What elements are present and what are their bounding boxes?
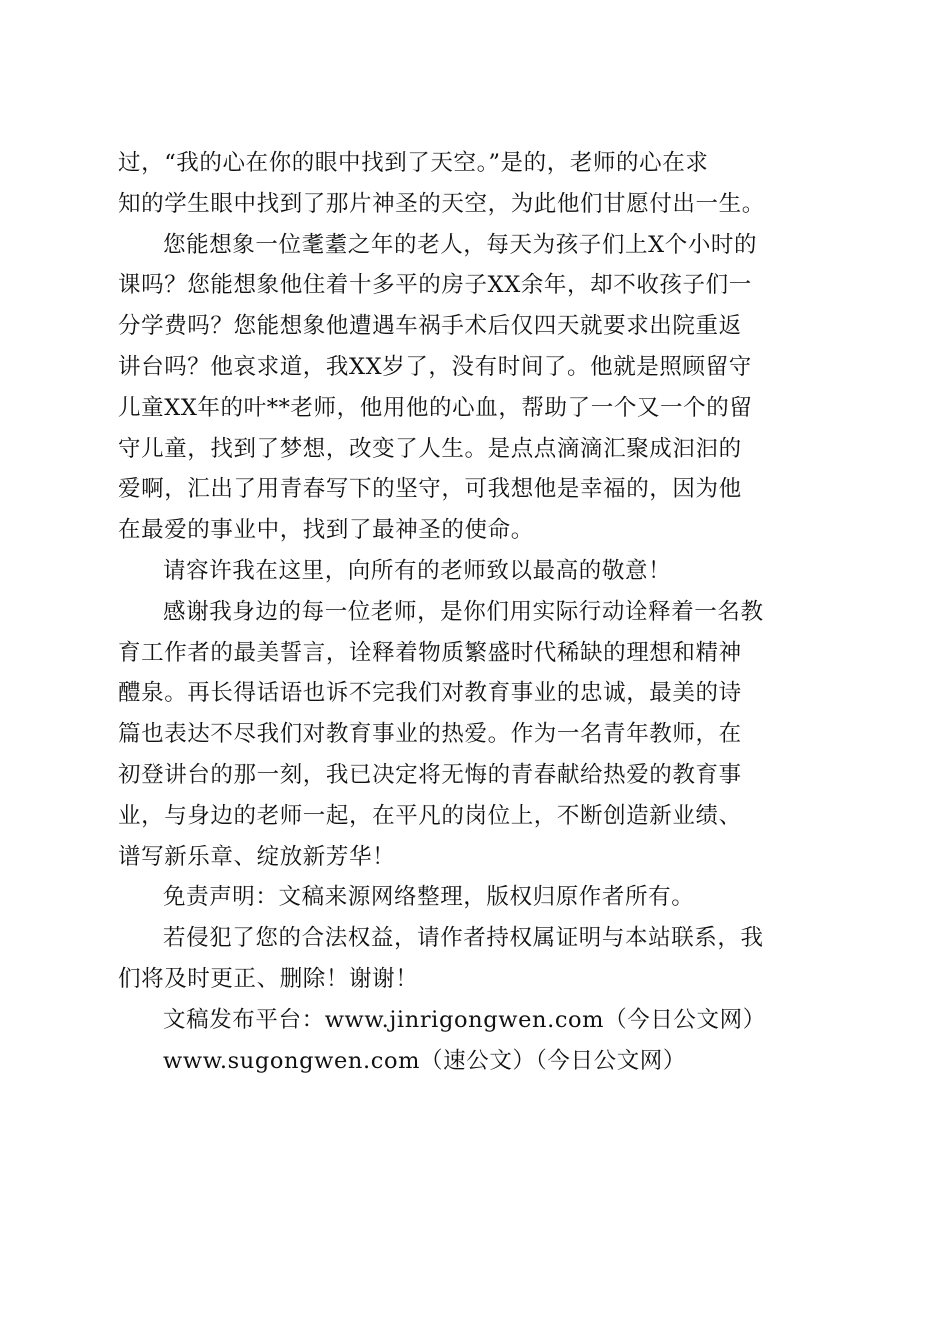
text-line: 守儿童，找到了梦想，改变了人生。是点点滴滴汇聚成汩汩的 — [118, 435, 742, 462]
text-line: 过，“我的心在你的眼中找到了天空。”是的，老师的心在求 — [118, 150, 709, 176]
paragraph-teacher-heart — [118, 143, 826, 225]
document-body — [118, 143, 826, 1081]
paragraph-gratitude — [118, 592, 826, 878]
paragraph-disclaimer — [118, 877, 826, 918]
text-line: 们将及时更正、删除！谢谢！ — [118, 965, 419, 992]
text-line: 若侵犯了您的合法权益，请作者持权属证明与本站联系，我 — [163, 925, 764, 952]
text-line: 谱写新乐章、绽放新芳华！ — [118, 843, 396, 870]
paragraph-infringement-notice — [118, 918, 826, 1000]
text-line: 文稿发布平台：www.jinrigongwen.com（今日公文网） — [163, 1006, 766, 1033]
text-line: 请容许我在这里，向所有的老师致以最高的敬意！ — [163, 557, 672, 584]
text-line: 业，与身边的老师一起，在平凡的岗位上，不断创造新业绩、 — [118, 802, 742, 829]
paragraph-publish-platform — [118, 1000, 826, 1041]
text-line: 免责声明：文稿来源网络整理，版权归原作者所有。 — [163, 884, 695, 911]
text-line: 分学费吗？您能想象他遭遇车祸手术后仅四天就要求出院重返 — [118, 313, 742, 340]
paragraph-elderly-teacher — [118, 225, 826, 551]
text-line: 篇也表达不尽我们对教育事业的热爱。作为一名青年教师，在 — [118, 721, 742, 748]
text-line: 育工作者的最美誓言，诠释着物质繁盛时代稀缺的理想和精神 — [118, 639, 742, 666]
text-line: 儿童XX年的叶**老师，他用他的心血，帮助了一个又一个的留 — [118, 394, 753, 421]
text-line: 您能想象一位耄耋之年的老人，每天为孩子们上X个小时的 — [163, 231, 758, 258]
paragraph-site-links — [118, 1041, 826, 1082]
text-line: 知的学生眼中找到了那片神圣的天空，为此他们甘愿付出一生。 — [118, 190, 765, 217]
text-line: 感谢我身边的每一位老师，是你们用实际行动诠释着一名教 — [163, 598, 764, 625]
text-line: www.sugongwen.com（速公文）（今日公文网） — [163, 1047, 686, 1074]
text-line: 醴泉。再长得话语也诉不完我们对教育事业的忠诚，最美的诗 — [118, 680, 742, 707]
text-line: 在最爱的事业中，找到了最神圣的使命。 — [118, 517, 534, 544]
text-line: 爱啊，汇出了用青春写下的坚守，可我想他是幸福的，因为他 — [118, 476, 742, 503]
text-line: 讲台吗？他哀求道，我XX岁了，没有时间了。他就是照顾留守 — [118, 353, 752, 380]
text-line: 初登讲台的那一刻，我已决定将无悔的青春献给热爱的教育事 — [118, 761, 742, 788]
paragraph-respect — [118, 551, 826, 592]
text-line: 课吗？您能想象他住着十多平的房子XX余年，却不收孩子们一 — [118, 272, 752, 299]
